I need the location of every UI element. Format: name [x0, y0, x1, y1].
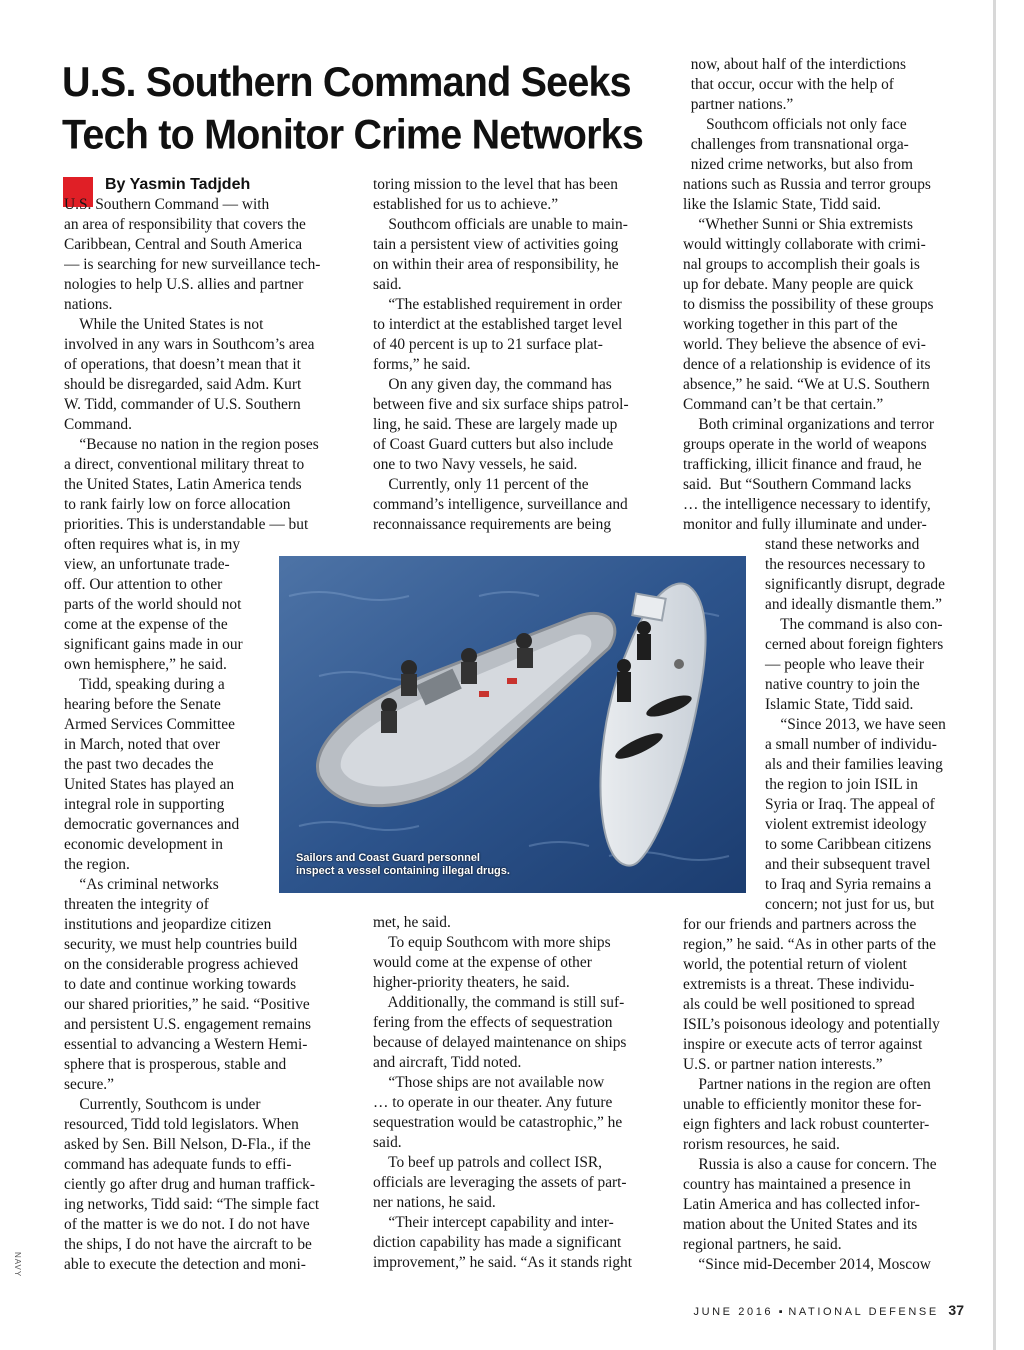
text-line: come at the expense of the [64, 616, 228, 633]
text-line: command has adequate funds to effi- [64, 1156, 292, 1173]
text-line: Additionally, the command is still suf- [373, 994, 625, 1011]
text-line: United States has played an [64, 776, 235, 793]
text-line: to Iraq and Syria remains a [765, 876, 932, 893]
text-line: unable to efficiently monitor these for- [683, 1096, 922, 1113]
text-line: nologies to help U.S. allies and partner [64, 276, 304, 293]
text-line: “Whether Sunni or Shia extremists [683, 216, 913, 233]
text-line: institutions and jeopardize citizen [64, 916, 272, 933]
page-footer [693, 1302, 964, 1318]
text-line: — is searching for new surveillance tech- [64, 256, 321, 273]
headline-line-2: Tech to Monitor Crime Networks [62, 111, 643, 158]
text-line: and their subsequent travel [765, 856, 931, 873]
text-line: extremists is a threat. These individu- [683, 976, 915, 993]
issue-date: JUNE 2016 [693, 1306, 774, 1318]
text-line: significant gains made in our [64, 636, 243, 653]
caption-line-1: Sailors and Coast Guard personnel [296, 852, 480, 864]
text-line: toring mission to the level that has been [373, 176, 618, 193]
text-line: cerned about foreign fighters [765, 636, 944, 653]
text-line: priorities. This is understandable — but [64, 516, 309, 533]
text-line: hearing before the Senate [64, 696, 221, 713]
text-line: improvement,” he said. “As it stands right [373, 1254, 633, 1271]
text-line: regional partners, he said. [683, 1236, 842, 1253]
text-line: Command. [64, 416, 132, 433]
text-line: working together in this part of the [683, 316, 898, 333]
text-line: to some Caribbean citizens [765, 836, 932, 853]
text-line: dence of a relationship is evidence of its [683, 356, 931, 373]
text-line: to rank fairly low on force allocation [64, 496, 291, 513]
text-line: command’s intelligence, surveillance and [373, 496, 628, 513]
text-line: said. [373, 1134, 402, 1151]
text-line: Partner nations in the region are often [683, 1076, 931, 1093]
text-line: and ideally dismantle them.” [765, 596, 942, 613]
text-line: To equip Southcom with more ships [373, 934, 611, 951]
text-line: challenges from transnational orga- [683, 136, 909, 153]
text-line: partner nations.” [683, 96, 794, 113]
text-line: Both criminal organizations and terror [683, 416, 935, 433]
text-line: for our friends and partners across the [683, 916, 917, 933]
text-line: Syria or Iraq. The appeal of [765, 796, 935, 813]
text-line: the region to join ISIL in [765, 776, 918, 793]
text-line: said. But “Southern Command lacks [683, 476, 912, 493]
text-line: world. They believe the absence of evi- [683, 336, 926, 353]
text-line: Islamic State, Tidd said. [765, 696, 914, 713]
article-photo [279, 556, 746, 893]
text-line: would wittingly collaborate with crimi- [683, 236, 926, 253]
text-line: involved in any wars in Southcom’s area [64, 336, 315, 353]
text-line: nal groups to accomplish their goals is [683, 256, 920, 273]
text-line: forms,” he said. [373, 356, 471, 373]
text-line: mation about the United States and its [683, 1216, 918, 1233]
text-line: nized crime networks, but also from [683, 156, 913, 173]
text-line: ling, he said. These are largely made up [373, 416, 618, 433]
text-line: “Those ships are not available now [373, 1074, 605, 1091]
text-line: sphere that is prosperous, stable and [64, 1056, 287, 1073]
text-line: The command is also con- [765, 616, 943, 633]
text-line: democratic governances and [64, 816, 240, 833]
text-line: diction capability has made a significant [373, 1234, 622, 1251]
text-line: region,” he said. “As in other parts of the [683, 936, 937, 953]
text-line: “Since 2013, we have seen [765, 716, 946, 733]
text-line: of Coast Guard cutters but also include [373, 436, 614, 453]
byline: By Yasmin Tadjdeh [105, 176, 251, 193]
text-line: als and their families leaving [765, 756, 943, 773]
page-number: 37 [948, 1302, 964, 1318]
text-line: nations such as Russia and terror groups [683, 176, 931, 193]
text-line: ciently go after drug and human traffick- [64, 1176, 315, 1193]
text-line: W. Tidd, commander of U.S. Southern [64, 396, 301, 413]
text-line: violent extremist ideology [765, 816, 927, 833]
text-line: higher-priority theaters, he said. [373, 974, 570, 991]
text-column-2-bottom [373, 913, 632, 1273]
text-line: a direct, conventional military threat to [64, 456, 305, 473]
text-line: integral role in supporting [64, 796, 225, 813]
text-line: groups operate in the world of weapons [683, 436, 927, 453]
text-line: rorism resources, he said. [683, 1136, 840, 1153]
text-line: als could be well positioned to spread [683, 996, 915, 1013]
text-line: a small number of individu- [765, 736, 937, 753]
text-line: ing networks, Tidd said: “The simple fact [64, 1196, 320, 1213]
text-line: Russia is also a cause for concern. The [683, 1156, 937, 1173]
text-line: to dismiss the possibility of these groups [683, 296, 934, 313]
text-line: monitor and fully illuminate and under- [683, 516, 927, 533]
text-line: “Since mid-December 2014, Moscow [683, 1256, 931, 1273]
text-line: essential to advancing a Western Hemi- [64, 1036, 308, 1053]
text-line: able to execute the detection and moni- [64, 1256, 306, 1273]
text-line: Tidd, speaking during a [64, 676, 225, 693]
text-line: the United States, Latin America tends [64, 476, 302, 493]
text-line: concern; not just for us, but [765, 896, 935, 913]
text-line: “Their intercept capability and inter- [373, 1214, 614, 1231]
text-line: the past two decades the [64, 756, 214, 773]
text-line: one to two Navy vessels, he said. [373, 456, 578, 473]
text-line: secure.” [64, 1076, 114, 1093]
text-line: resourced, Tidd told legislators. When [64, 1116, 299, 1133]
text-line: met, he said. [373, 914, 451, 931]
text-line: should be disregarded, said Adm. Kurt [64, 376, 302, 393]
text-line: trafficking, illicit finance and fraud, he [683, 456, 922, 473]
text-line: threaten the integrity of [64, 896, 209, 913]
text-line: To beef up patrols and collect ISR, [373, 1154, 603, 1171]
text-line: On any given day, the command has [373, 376, 612, 393]
text-line: country has maintained a presence in [683, 1176, 911, 1193]
text-line: of the matter is we do not. I do not have [64, 1216, 310, 1233]
text-line: of 40 percent is up to 21 surface plat- [373, 336, 603, 353]
footer-separator: ▪ [778, 1306, 783, 1318]
text-line: now, about half of the interdictions [683, 56, 906, 73]
text-line: would come at the expense of other [373, 954, 592, 971]
text-line: U.S. Southern Command — with [64, 196, 270, 213]
text-line: security, we must help countries build [64, 936, 298, 953]
text-line: like the Islamic State, Tidd said. [683, 196, 881, 213]
text-line: native country to join the [765, 676, 920, 693]
text-line: “As criminal networks [64, 876, 219, 893]
text-line: ner nations, he said. [373, 1194, 496, 1211]
text-column-2-top [373, 175, 629, 535]
text-line: Currently, Southcom is under [64, 1096, 261, 1113]
text-line: world, the potential return of violent [683, 956, 907, 973]
text-line: because of delayed maintenance on ships [373, 1034, 627, 1051]
headline-line-1: U.S. Southern Command Seeks [62, 59, 631, 106]
text-line: “The established requirement in order [373, 296, 622, 313]
text-line: asked by Sen. Bill Nelson, D-Fla., if the [64, 1136, 311, 1153]
publication-name: NATIONAL DEFENSE [788, 1306, 939, 1318]
text-line: our shared priorities,” he said. “Positive [64, 996, 310, 1013]
text-line: established for us to achieve.” [373, 196, 559, 213]
text-line: significantly disrupt, degrade [765, 576, 945, 593]
text-line: on within their area of responsibility, he [373, 256, 619, 273]
text-line: Command can’t be that certain.” [683, 396, 884, 413]
text-line: parts of the world should not [64, 596, 242, 613]
text-line: … to operate in our theater. Any future [373, 1094, 613, 1111]
text-line: Currently, only 11 percent of the [373, 476, 589, 493]
text-line: stand these networks and [765, 536, 920, 553]
text-line: ISIL’s poisonous ideology and potentially [683, 1016, 940, 1033]
article-headline [62, 56, 702, 161]
text-line: Southcom officials not only face [683, 116, 907, 133]
text-line: absence,” he said. “We at U.S. Southern [683, 376, 930, 393]
photo-caption [296, 852, 510, 878]
text-line: nations. [64, 296, 113, 313]
text-line: the resources necessary to [765, 556, 926, 573]
text-line: and persistent U.S. engagement remains [64, 1016, 312, 1033]
text-line: Armed Services Committee [64, 716, 235, 733]
page-edge-shadow [993, 0, 996, 1350]
text-line: said. [373, 276, 402, 293]
text-line: Latin America and has collected infor- [683, 1196, 920, 1213]
text-line: “Because no nation in the region poses [64, 436, 319, 453]
text-line: officials are leveraging the assets of part- [373, 1174, 627, 1191]
text-line: fering from the effects of sequestration [373, 1014, 613, 1031]
text-line: off. Our attention to other [64, 576, 223, 593]
text-line: an area of responsibility that covers the [64, 216, 306, 233]
text-line: sequestration would be catastrophic,” he [373, 1114, 623, 1131]
text-line: reconnaissance requirements are being [373, 516, 612, 533]
text-line: of operations, that doesn’t mean that it [64, 356, 301, 373]
text-line: the ships, I do not have the aircraft to be [64, 1236, 312, 1253]
text-line: inspire or execute acts of terror against [683, 1036, 923, 1053]
text-line: tain a persistent view of activities going [373, 236, 619, 253]
photo-credit: NAVY [13, 1252, 22, 1278]
text-line: eign fighters and lack robust counterter- [683, 1116, 930, 1133]
text-line: own hemisphere,” he said. [64, 656, 227, 673]
text-line: between five and six surface ships patrol- [373, 396, 629, 413]
text-line: to date and continue working towards [64, 976, 297, 993]
text-line: U.S. or partner nation interests.” [683, 1056, 883, 1073]
text-line: Caribbean, Central and South America [64, 236, 303, 253]
text-line: … the intelligence necessary to identify, [683, 496, 931, 513]
caption-line-2: inspect a vessel containing illegal drugs. [296, 865, 510, 877]
text-line: view, an unfortunate trade- [64, 556, 230, 573]
text-line: to interdict at the established target level [373, 316, 623, 333]
text-line: in March, noted that over [64, 736, 220, 753]
text-line: Southcom officials are unable to main- [373, 216, 628, 233]
text-line: economic development in [64, 836, 223, 853]
text-line: While the United States is not [64, 316, 264, 333]
text-line: often requires what is, in my [64, 536, 241, 553]
text-line: up for debate. Many people are quick [683, 276, 914, 293]
text-line: and aircraft, Tidd noted. [373, 1054, 522, 1071]
text-line: on the considerable progress achieved [64, 956, 299, 973]
text-line: the region. [64, 856, 130, 873]
text-line: that occur, occur with the help of [683, 76, 894, 93]
text-line: — people who leave their [765, 656, 924, 673]
